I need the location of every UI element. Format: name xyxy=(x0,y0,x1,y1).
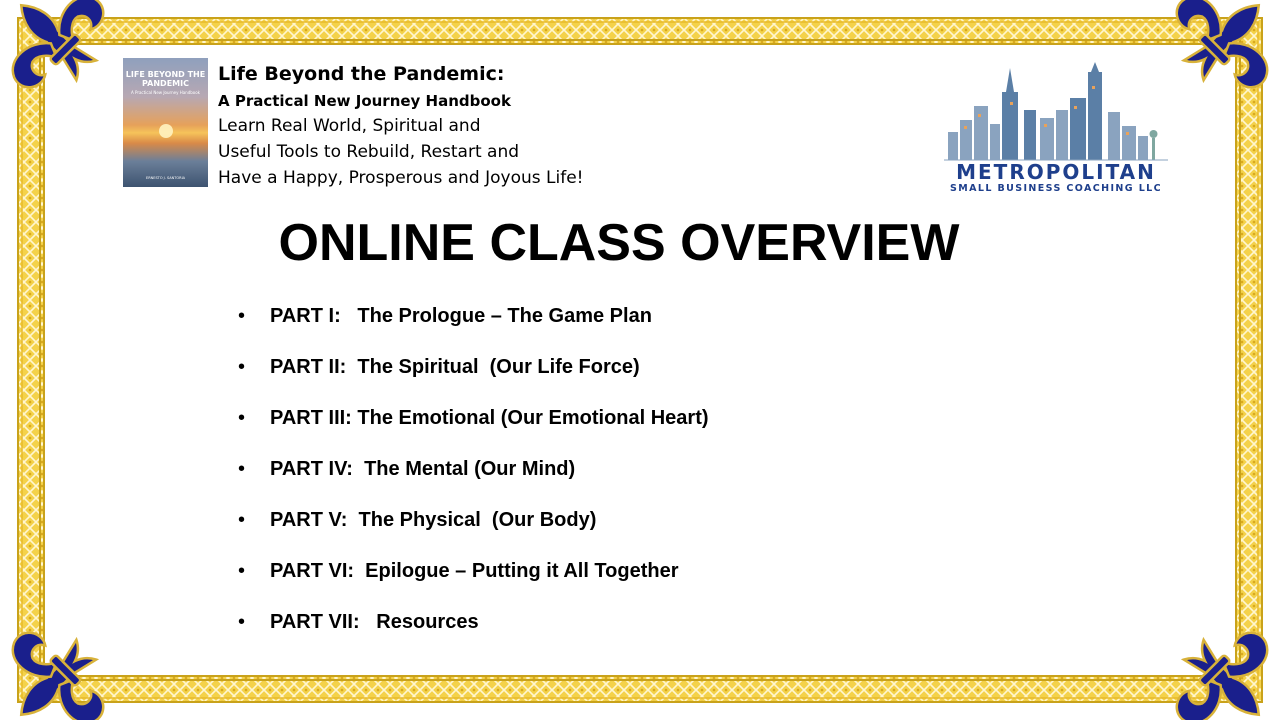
bullet-icon: • xyxy=(238,356,246,378)
book-title: Life Beyond the Pandemic: xyxy=(218,63,505,85)
bullet-icon: • xyxy=(238,611,246,633)
bullet-icon: • xyxy=(238,458,246,480)
description-line: Have a Happy, Prosperous and Joyous Life! xyxy=(218,168,584,188)
description-line: Learn Real World, Spiritual and xyxy=(218,116,481,136)
book-cover-title: LIFE BEYOND THE PANDEMIC xyxy=(125,70,206,88)
description-line: Useful Tools to Rebuild, Restart and xyxy=(218,142,520,162)
outline-item-label: PART IV: The Mental (Our Mind) xyxy=(270,458,576,480)
outline-item-label: PART VII: Resources xyxy=(270,611,479,633)
bullet-icon: • xyxy=(238,509,246,531)
logo-company-name: METROPOLITAN xyxy=(956,160,1156,184)
book-cover-subtitle: A Practical New Journey Handbook xyxy=(130,90,200,95)
sunset-graphic xyxy=(159,124,173,138)
bullet-icon: • xyxy=(238,305,246,327)
book-cover-author: ERNESTO J. SANTORIA xyxy=(145,176,185,180)
outline-item-label: PART I: The Prologue – The Game Plan xyxy=(270,305,652,327)
outline-item-label: PART II: The Spiritual (Our Life Force) xyxy=(270,356,640,378)
logo-tagline: SMALL BUSINESS COACHING LLC xyxy=(950,183,1162,194)
book-cover-image xyxy=(123,58,208,187)
outline-item-label: PART V: The Physical (Our Body) xyxy=(270,509,597,531)
page-title: ONLINE CLASS OVERVIEW xyxy=(278,214,960,272)
outline-item-label: PART III: The Emotional (Our Emotional Heart) xyxy=(270,407,709,429)
book-subtitle: A Practical New Journey Handbook xyxy=(218,92,511,110)
outline-item-label: PART VI: Epilogue – Putting it All Together xyxy=(270,560,679,582)
bullet-icon: • xyxy=(238,560,246,582)
bullet-icon: • xyxy=(238,407,246,429)
